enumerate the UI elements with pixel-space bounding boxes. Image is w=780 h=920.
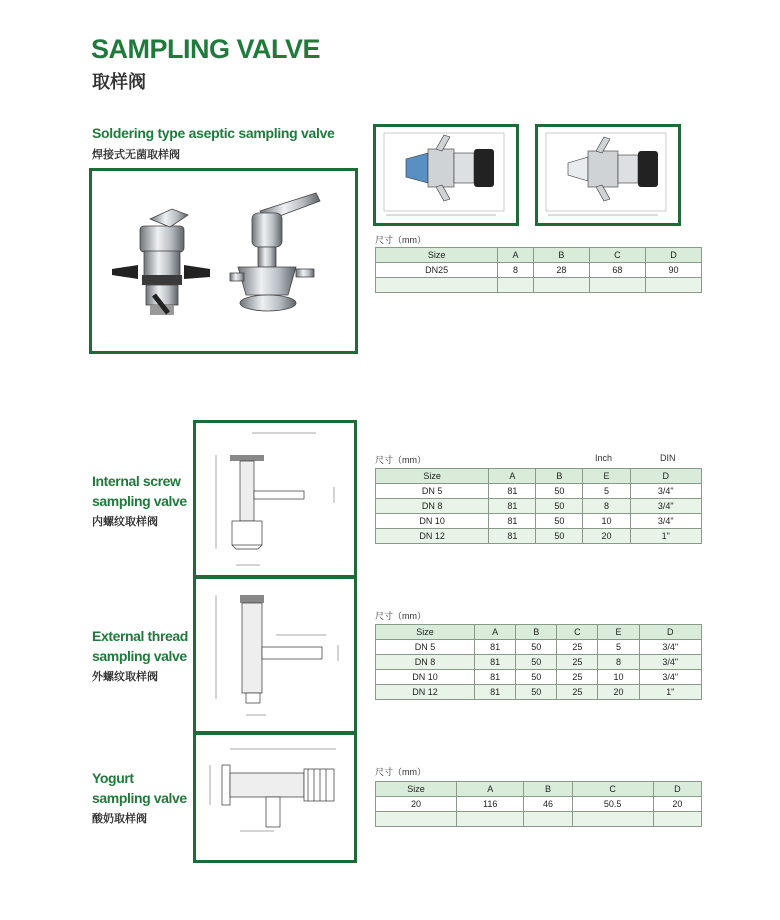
section4-title-line1: Yogurt [92,770,134,786]
table-header-cell: A [498,248,534,263]
table-cell: 3/4" [630,499,702,514]
table-cell: 5 [583,484,630,499]
table-cell: DN 10 [376,514,489,529]
page-title: SAMPLING VALVE [91,34,321,64]
valve-drawing-2 [538,127,678,223]
table-cell: DN 5 [376,640,475,655]
section1-title: Soldering type aseptic sampling valve [92,125,335,141]
page-title-cn: 取样阀 [92,72,146,92]
section3-unit: 尺寸（mm） [375,611,426,621]
drawing-frame-external [193,576,357,734]
table-cell: 20 [583,529,630,544]
table-header-cell: D [639,625,701,640]
table-cell [589,278,645,293]
table-cell: 8 [498,263,534,278]
table-row [376,685,702,700]
table-row [376,278,702,293]
table-cell [572,812,653,827]
table-cell: 1" [630,529,702,544]
section1-unit: 尺寸（mm） [375,235,426,245]
table-header-row [376,782,702,797]
section4-title-line2: sampling valve [92,790,187,806]
table-cell: 81 [475,685,516,700]
table-header-cell: C [589,248,645,263]
table-header-cell: E [583,469,630,484]
table-cell: 10 [583,514,630,529]
table-cell [524,812,572,827]
table-cell: 50 [536,514,583,529]
section3-title-line2: sampling valve [92,648,187,664]
table-cell: 5 [598,640,639,655]
section4-table [375,781,702,827]
section3-table [375,624,702,700]
table-cell [645,278,701,293]
table-cell: 20 [598,685,639,700]
table-cell: 50 [516,655,557,670]
valve-photo [92,171,355,351]
table-cell: 3/4" [639,670,701,685]
table-cell: DN 12 [376,529,489,544]
table-row [376,484,702,499]
table-cell: 81 [475,640,516,655]
table-header-cell: C [557,625,598,640]
section2-title-line1: Internal screw [92,473,181,489]
table-cell: 50 [536,529,583,544]
table-header-row [376,469,702,484]
table-cell: 81 [475,655,516,670]
section3-label [92,626,188,684]
table-row [376,263,702,278]
drawing-frame-internal [193,420,357,578]
external-thread-drawing [196,579,354,731]
product-photo-frame [89,168,358,354]
table-cell: 90 [645,263,701,278]
section2-unit: 尺寸（mm） [375,455,426,465]
table-cell: DN 8 [376,655,475,670]
table-cell: 10 [598,670,639,685]
table-header-cell: A [475,625,516,640]
table-header-cell: Size [376,625,475,640]
table-row [376,812,702,827]
table-cell: DN 10 [376,670,475,685]
section2-label [92,471,187,529]
table-cell [498,278,534,293]
yogurt-valve-drawing [196,735,354,860]
table-header-cell: Size [376,248,498,263]
table-cell: 1" [639,685,701,700]
table-row [376,670,702,685]
table-header-cell: B [516,625,557,640]
table-cell: 50 [516,670,557,685]
table-cell: 50 [536,499,583,514]
drawing-frame-yogurt [193,732,357,863]
section4-title-cn: 酸奶取样阀 [92,813,147,825]
section4-unit: 尺寸（mm） [375,767,426,777]
table-cell: 50.5 [572,797,653,812]
table-row [376,529,702,544]
table-cell [533,278,589,293]
table-cell: 25 [557,655,598,670]
drawing-frame-1 [373,124,519,226]
table-cell: DN 12 [376,685,475,700]
table-cell: 3/4" [630,484,702,499]
table-cell: 46 [524,797,572,812]
table-cell: 3/4" [630,514,702,529]
section2-title-cn: 内螺纹取样阀 [92,516,158,528]
table-cell: 68 [589,263,645,278]
section3-title-cn: 外螺纹取样阀 [92,671,158,683]
table-cell [376,812,457,827]
table-row [376,797,702,812]
table-header-cell: B [536,469,583,484]
section2-title-line2: sampling valve [92,493,187,509]
table-cell: 81 [489,499,536,514]
table-cell: 81 [489,514,536,529]
table-cell: DN 8 [376,499,489,514]
table-cell [653,812,701,827]
table-cell: 50 [516,640,557,655]
table-cell: 8 [598,655,639,670]
table-header-cell: B [524,782,572,797]
internal-screw-drawing [196,423,354,575]
table-header-cell: A [489,469,536,484]
table-header-cell: Size [376,782,457,797]
section3-title-line1: External thread [92,628,188,644]
table-cell: 20 [653,797,701,812]
table-row [376,514,702,529]
table-cell [457,812,524,827]
table-header-cell: D [645,248,701,263]
table-cell: DN25 [376,263,498,278]
section4-label [92,768,187,826]
table-cell: 50 [516,685,557,700]
table-header-row [376,248,702,263]
table-row [376,499,702,514]
drawing-frame-2 [535,124,681,226]
table-header-cell: D [653,782,701,797]
table-header-row [376,625,702,640]
table-cell: 3/4" [639,655,701,670]
table-cell: 3/4" [639,640,701,655]
table-row [376,655,702,670]
table-cell: 8 [583,499,630,514]
table-cell: 25 [557,670,598,685]
table-cell: 81 [489,484,536,499]
table-cell: 25 [557,640,598,655]
table-cell: 50 [536,484,583,499]
section1-title-cn: 焊接式无菌取样阀 [92,149,180,161]
table-header-cell: Size [376,469,489,484]
table-row [376,640,702,655]
table-cell: DN 5 [376,484,489,499]
table-header-cell: A [457,782,524,797]
valve-drawing-1 [376,127,516,223]
section2-table [375,468,702,544]
table-cell: 20 [376,797,457,812]
section1-table [375,247,702,293]
section2-inch-label: Inch [595,453,613,463]
table-header-cell: D [630,469,702,484]
table-cell: 81 [475,670,516,685]
table-cell: 81 [489,529,536,544]
table-header-cell: B [533,248,589,263]
table-header-cell: C [572,782,653,797]
table-cell: 25 [557,685,598,700]
table-cell [376,278,498,293]
table-header-cell: E [598,625,639,640]
table-cell: 28 [533,263,589,278]
table-cell: 116 [457,797,524,812]
section2-din-label: DIN [660,453,676,463]
